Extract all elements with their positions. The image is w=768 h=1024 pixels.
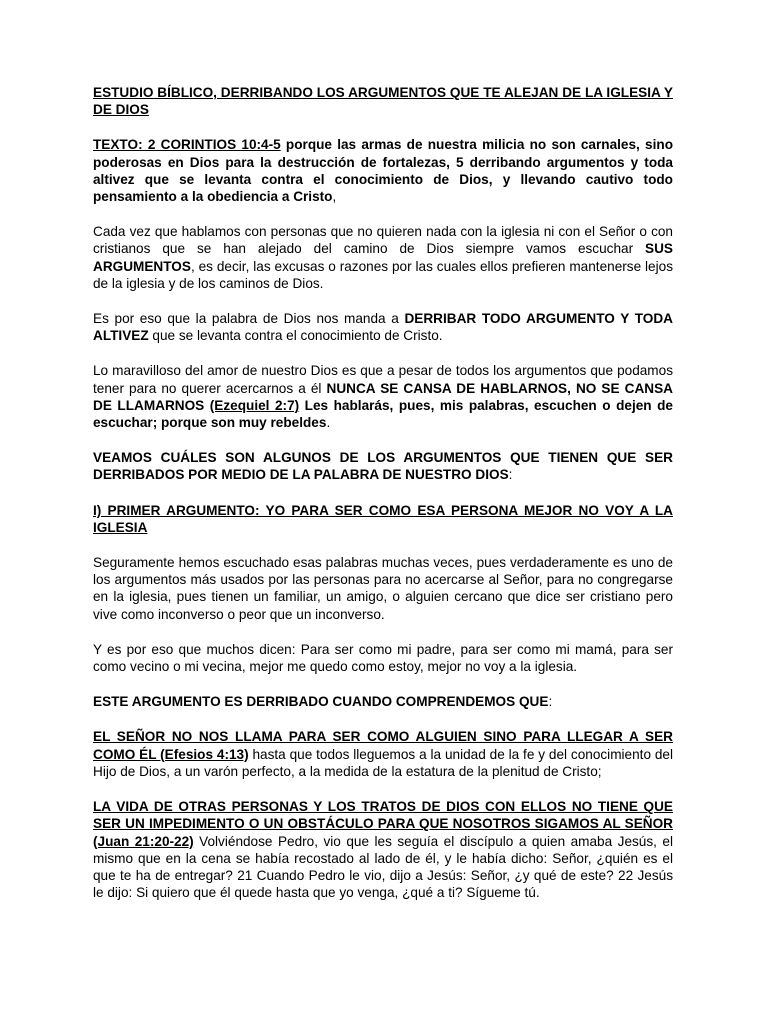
document-title: ESTUDIO BÍBLICO, DERRIBANDO LOS ARGUMENTOS QUE TE ALEJAN DE LA IGLESIA Y DE DIOS (93, 85, 673, 118)
paragraph-2: Es por eso que la palabra de Dios nos manda a DERRIBAR TODO ARGUMENTO Y TODA ALTIVEZ que se levanta contra el conocimiento de Cristo. (93, 311, 673, 344)
scripture-text: TEXTO: 2 CORINTIOS 10:4-5 porque las armas de nuestra milicia no son carnales, sino poderosas en Dios para la destrucción de fortalezas, 5 derribando argumentos y toda altivez que se levanta contra el conocimiento de Dios, y llevando cautivo todo pensamiento a la obediencia a Cristo, (93, 137, 673, 205)
scripture-reference: TEXTO: 2 CORINTIOS 10:4-5 (93, 137, 281, 153)
refutation-intro: ESTE ARGUMENTO ES DERRIBADO CUANDO COMPRENDEMOS QUE: (93, 694, 553, 710)
arguments-intro: VEAMOS CUÁLES SON ALGUNOS DE LOS ARGUMENTOS QUE TIENEN QUE SER DERRIBADOS POR MEDIO DE LA PALABRA DE NUESTRO DIOS: (93, 450, 673, 483)
paragraph-1: Cada vez que hablamos con personas que no quieren nada con la iglesia ni con el Señor o con cristianos que se han alejado del camino de Dios siempre vamos escuchar SUS ARGUMENTOS, es decir, las excusas o razones por las cuales ellos prefieren mantenerse lejos de la iglesia y de los caminos de Dios. (93, 224, 673, 291)
paragraph-8: EL SEÑOR NO NOS LLAMA PARA SER COMO ALGUIEN SINO PARA LLEGAR A SER COMO ÉL (Efesios 4:13) hasta que todos lleguemos a la unidad de la fe y del conocimiento del Hijo de Dios, a un varón perfecto, a la medida de la estatura de la plenitud de Cristo; (93, 729, 674, 779)
first-argument-heading: I) PRIMER ARGUMENTO: YO PARA SER COMO ESA PERSONA MEJOR NO VOY A LA IGLESIA (93, 502, 673, 535)
ezequiel-reference: (Ezequiel 2:7) (209, 397, 300, 413)
paragraph-5: Seguramente hemos escuchado esas palabras muchas veces, pues verdaderamente es uno de los argumentos más usados por las personas para no acercarse al Señor, para no congregarse en la iglesia, pues tienen un familiar, un amigo, o alguien cercano que dice ser cristiano pero vive como inconverso o peor que un inconverso. (93, 555, 673, 622)
paragraph-6: Y es por eso que muchos dicen: Para ser como mi padre, para ser como mi mamá, para ser como vecino o mi vecina, mejor me quedo como estoy, mejor no voy a la iglesia. (93, 641, 673, 675)
paragraph-9: LA VIDA DE OTRAS PERSONAS Y LOS TRATOS DE DIOS CON ELLOS NO TIENE QUE SER UN IMPEDIMENTO O UN OBSTÁCULO PARA QUE NOSOTROS SIGAMOS AL SEÑOR (Juan 21:20-22) Volviéndose Pedro, vio que les seguía el discípulo a quien amaba Jesús, el mismo que en la cena se había recostado al lado de él, y le había dicho: Señor, ¿quién es el que te ha de entregar? 21 Cuando Pedro le vio, dijo a Jesús: Señor, ¿y qué de este? 22 Jesús le dijo: Si quiero que él quede hasta que yo venga, ¿qué a ti? Sígueme tú. (93, 799, 673, 901)
document-body (93, 84, 673, 919)
paragraph-3: Lo maravilloso del amor de nuestro Dios es que a pesar de todos los argumentos que podamos tener para no querer acercarnos a él NUNCA SE CANSA DE HABLARNOS, NO SE CANSA DE LLAMARNOS (Ezequiel 2:7) Les hablarás, pues, mis palabras, escuchen o dejen de escuchar; porque son muy rebeldes. (93, 363, 673, 431)
